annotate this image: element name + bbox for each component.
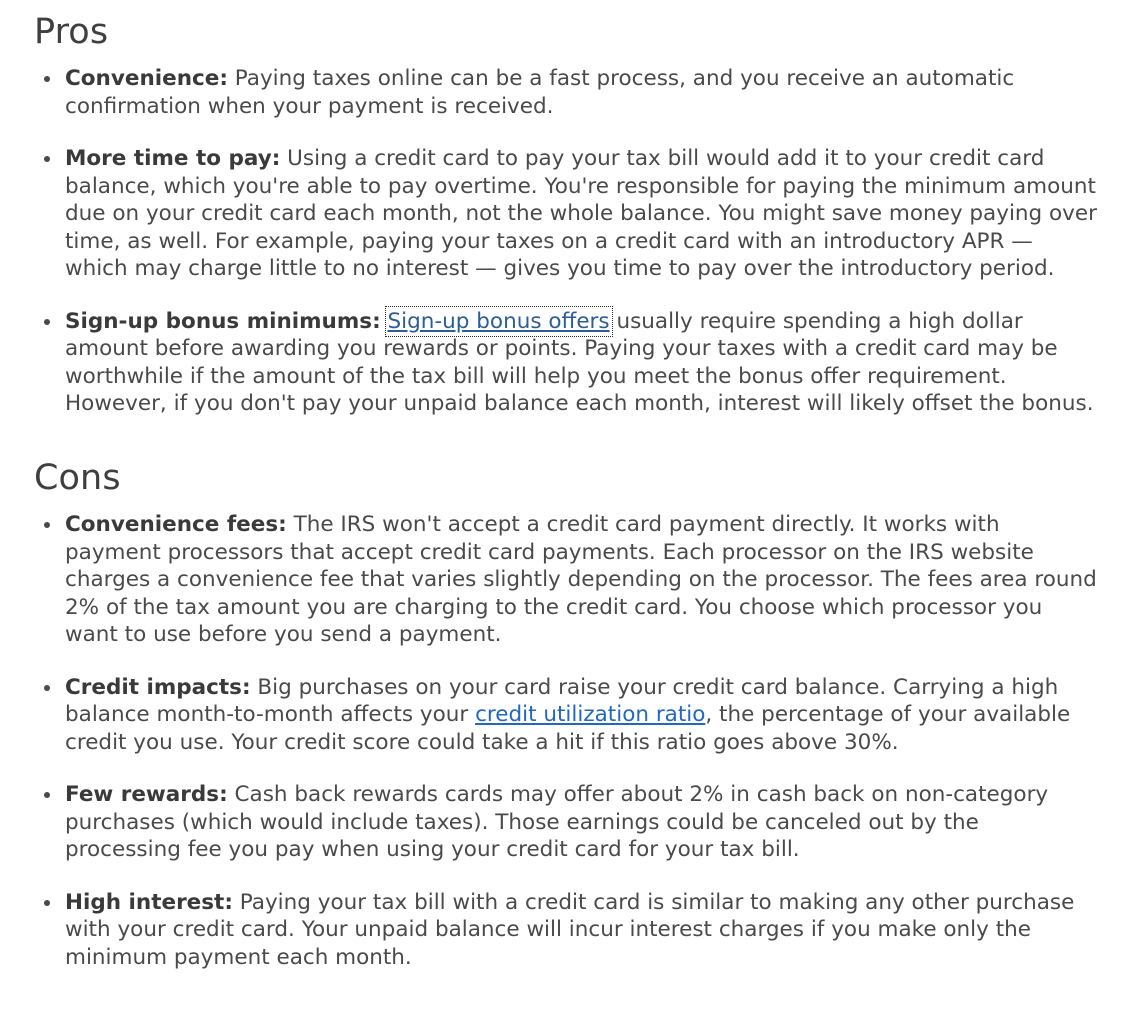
section-pros	[34, 12, 1100, 418]
list-item-lead: Few rewards:	[65, 782, 228, 808]
list-item-text: usually require spending a high dollar amount before awarding you rewards or points. Paying your taxes with a credit card may be worthwhile if the amount of the tax bill will help you meet the bonus offer requirement. However, if you don't pay your unpaid balance each month, interest will likely offset the bonus.	[65, 308, 1094, 417]
bullet-list-pros	[34, 65, 1100, 418]
list-item-text: Paying taxes online can be a fast process, and you receive an automatic confirmation when your payment is received.	[65, 66, 1015, 119]
section-cons	[34, 458, 1100, 971]
list-item	[34, 308, 1100, 418]
list-item-text: Paying your tax bill with a credit card is similar to making any other purchase with your credit card. Your unpaid balance will incur interest charges if you make only the minimum payment each month.	[65, 889, 1075, 970]
list-item-lead: High interest:	[65, 889, 233, 915]
list-item-lead: More time to pay:	[65, 146, 281, 172]
bullet-list-cons	[34, 511, 1100, 971]
list-item	[34, 674, 1100, 757]
list-item	[34, 145, 1100, 283]
list-item-text: Cash back rewards cards may offer about 2% in cash back on non-category purchases (which would include taxes). Those earnings could be canceled out by the processing fee you pay when using your credit card for your tax bill.	[65, 782, 1049, 863]
inline-link[interactable]: credit utilization ratio	[475, 702, 706, 728]
section-heading-pros: Pros	[34, 12, 109, 52]
inline-link[interactable]: Sign-up bonus offers	[387, 308, 610, 334]
list-item	[34, 889, 1100, 972]
list-item-text: , the percentage of your available credit you use. Your credit score could take a hit if this ratio goes above 30%.	[65, 702, 1071, 755]
list-item-lead: Sign-up bonus minimums:	[65, 308, 381, 334]
list-item-text: Big purchases on your card raise your credit card balance. Carrying a high balance month-to-month affects your	[65, 674, 1059, 728]
list-item-lead: Credit impacts:	[65, 674, 251, 700]
sections-root	[34, 12, 1100, 971]
list-item-lead: Convenience:	[65, 66, 228, 92]
list-item-text: The IRS won't accept a credit card payment directly. It works with payment processors that accept credit card payments. Each processor on the IRS website charges a convenience fee that varies slightly depending on the processor. The fees area round 2% of the tax amount you are charging to the credit card. You choose which processor you want to use before you send a payment.	[65, 512, 1097, 648]
list-item-text: Using a credit card to pay your tax bill would add it to your credit card balance, which you're able to pay overtime. You're responsible for paying the minimum amount due on your credit card each month, not the whole balance. You might save money paying over time, as well. For example, paying your taxes on a credit card with an introductory APR — which may charge little to no interest — gives you time to pay over the introductory period.	[65, 146, 1097, 282]
list-item	[34, 65, 1100, 120]
section-heading-cons: Cons	[34, 457, 121, 498]
list-item-lead: Convenience fees:	[65, 512, 287, 538]
list-item	[34, 511, 1100, 649]
list-item-text	[381, 309, 388, 334]
list-item	[34, 781, 1100, 864]
